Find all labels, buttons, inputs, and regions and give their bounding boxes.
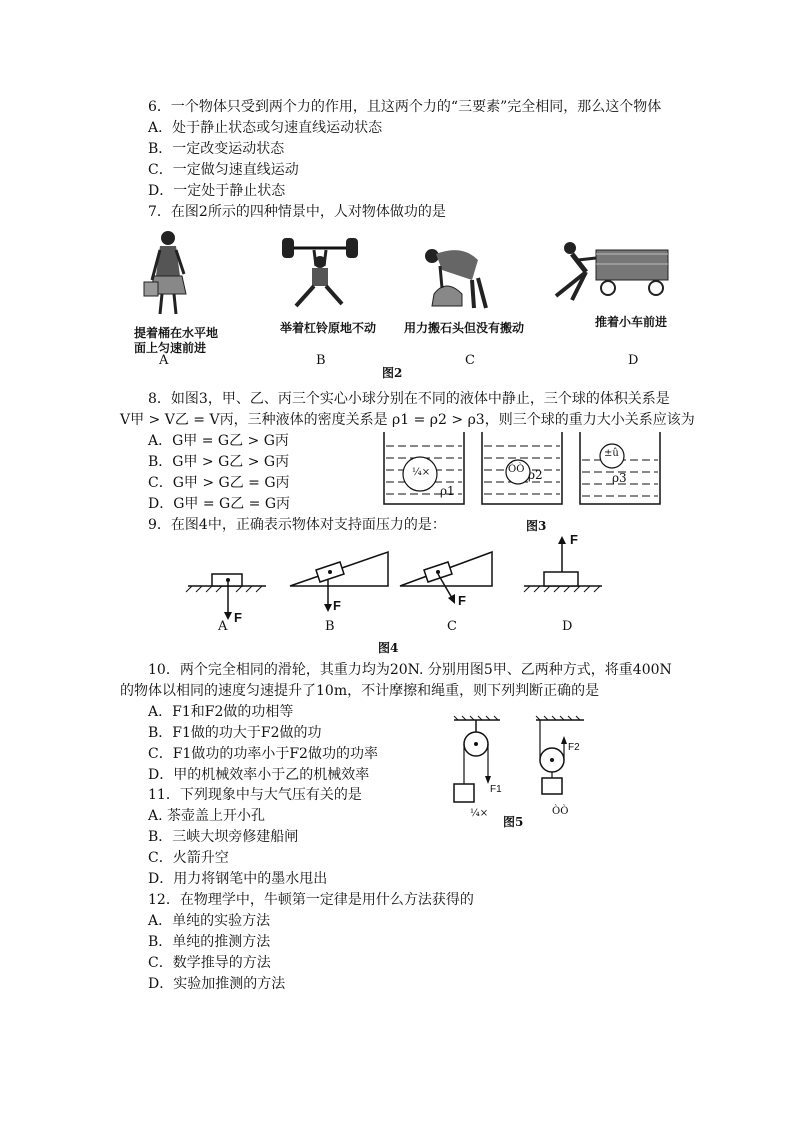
q7-stem: 7．在图2所示的四种情景中，人对物体做功的是	[148, 204, 446, 220]
fig2-caption-a-line1: 提着桶在水平地	[134, 326, 219, 340]
fig2-letter-b: B	[316, 353, 326, 368]
fig2-letter-c: C	[465, 353, 475, 368]
fig4-letter-b: B	[325, 619, 335, 634]
q11-option-d: D．用力将钢笔中的墨水甩出	[148, 871, 328, 887]
q6-stem: 6．一个物体只受到两个力的作用，且这两个力的“三要素”完全相同，那么这个物体	[148, 99, 662, 115]
fig2-scene-c-illustration	[412, 240, 498, 312]
q12-stem: 12．在物理学中，牛顿第一定律是用什么方法获得的	[148, 892, 474, 908]
fig4-force-label-c: F	[458, 593, 466, 608]
q6-option-d: D．一定处于静止状态	[148, 183, 286, 199]
q12-option-d: D．实验加推测的方法	[148, 976, 286, 992]
q8-stem-line1: 8．如图3，甲、乙、丙三个实心小球分别在不同的液体中静止，三个球的体积关系是	[148, 391, 670, 407]
fig2-scene-d-illustration	[546, 236, 674, 310]
fig4-force-label-b: F	[333, 598, 341, 613]
fig2-caption-d: 推着小车前进	[595, 315, 668, 329]
fig5-label: 图5	[503, 815, 524, 829]
fig2-scene-a-illustration	[140, 228, 210, 318]
q8-option-a: A．G甲 = G乙 > G丙	[148, 433, 289, 449]
fig4-diagram-a	[186, 560, 268, 622]
fig5-force-label-1: F1	[490, 784, 502, 795]
fig4-diagram-c	[398, 550, 494, 616]
q12-option-b: B．单纯的推测方法	[148, 934, 271, 950]
fig4-label: 图4	[378, 641, 399, 655]
q10-option-d: D．甲的机械效率小于乙的机械效率	[148, 767, 370, 783]
fig3-rho-label-2: ρ2	[528, 468, 543, 482]
q11-stem: 11．下列现象中与大气压有关的是	[148, 787, 362, 803]
q6-option-a: A．处于静止状态或匀速直线运动状态	[148, 120, 383, 136]
fig3-ball-label-yi: ÒÒ	[508, 464, 525, 475]
fig5-sub-label-yi: ÒÒ	[552, 806, 569, 817]
fig3-beaker-bing	[578, 432, 662, 506]
q10-option-b: B．F1做的功大于F2做的功	[148, 725, 322, 741]
q12-option-a: A．单纯的实验方法	[148, 913, 271, 929]
fig3-ball-label-bing: ±û	[604, 448, 619, 459]
fig2-caption-c: 用力搬石头但没有搬动	[404, 321, 525, 335]
q11-option-c: C．火箭升空	[148, 850, 229, 866]
q11-option-b: B．三峡大坝旁修建船闸	[148, 829, 299, 845]
fig2-caption-b: 举着杠铃原地不动	[280, 321, 377, 335]
q12-option-c: C．数学推导的方法	[148, 955, 271, 971]
fig2-letter-d: D	[628, 353, 639, 368]
fig4-force-label-a: F	[234, 610, 242, 625]
q8-option-c: C．G甲 > G乙 = G丙	[148, 475, 290, 491]
fig2-label: 图2	[382, 366, 403, 380]
q10-stem-line1: 10．两个完全相同的滑轮，其重力均为20N. 分别用图5甲、乙两种方式，将重400N	[148, 662, 672, 678]
fig2-scene-b-illustration	[280, 238, 362, 310]
q8-stem-line2: V甲 > V乙 = V丙，三种液体的密度关系是 ρ1 = ρ2 > ρ3，则三个球的重力大小关系应该为	[120, 412, 695, 428]
fig2-caption-a-line2: 面上匀速前进	[134, 341, 207, 355]
fig3-ball-label-jia: ¼×	[412, 467, 431, 478]
fig3-rho-label-3: ρ3	[612, 471, 627, 485]
q10-option-a: A．F1和F2做的功相等	[148, 704, 294, 720]
fig4-diagram-d	[522, 534, 604, 594]
fig4-letter-d: D	[562, 619, 573, 634]
fig4-force-label-d: F	[570, 532, 578, 547]
fig2-letter-a: A	[159, 353, 169, 368]
q8-option-d: D．G甲 = G乙 = G丙	[148, 496, 291, 512]
fig3-rho-label-1: ρ1	[440, 484, 455, 498]
q6-option-c: C．一定做匀速直线运动	[148, 162, 299, 178]
q9-stem: 9．在图4中，正确表示物体对支持面压力的是：	[148, 517, 446, 533]
fig3-label: 图3	[526, 519, 547, 533]
q10-option-c: C．F1做功的功率小于F2做功的功率	[148, 746, 378, 762]
fig5-force-label-2: F2	[568, 742, 580, 753]
q8-option-b: B．G甲 > G乙 > G丙	[148, 454, 290, 470]
fig4-letter-c: C	[447, 619, 457, 634]
fig4-letter-a: A	[218, 619, 228, 634]
q6-option-b: B．一定改变运动状态	[148, 141, 285, 157]
fig5-pulley-yi	[534, 716, 590, 808]
fig5-sub-label-jia: ¼×	[470, 808, 489, 819]
q11-option-a: A. 茶壶盖上开小孔	[148, 808, 266, 824]
q10-stem-line2: 的物体以相同的速度匀速提升了10m，不计摩擦和绳重，则下列判断正确的是	[120, 683, 600, 699]
